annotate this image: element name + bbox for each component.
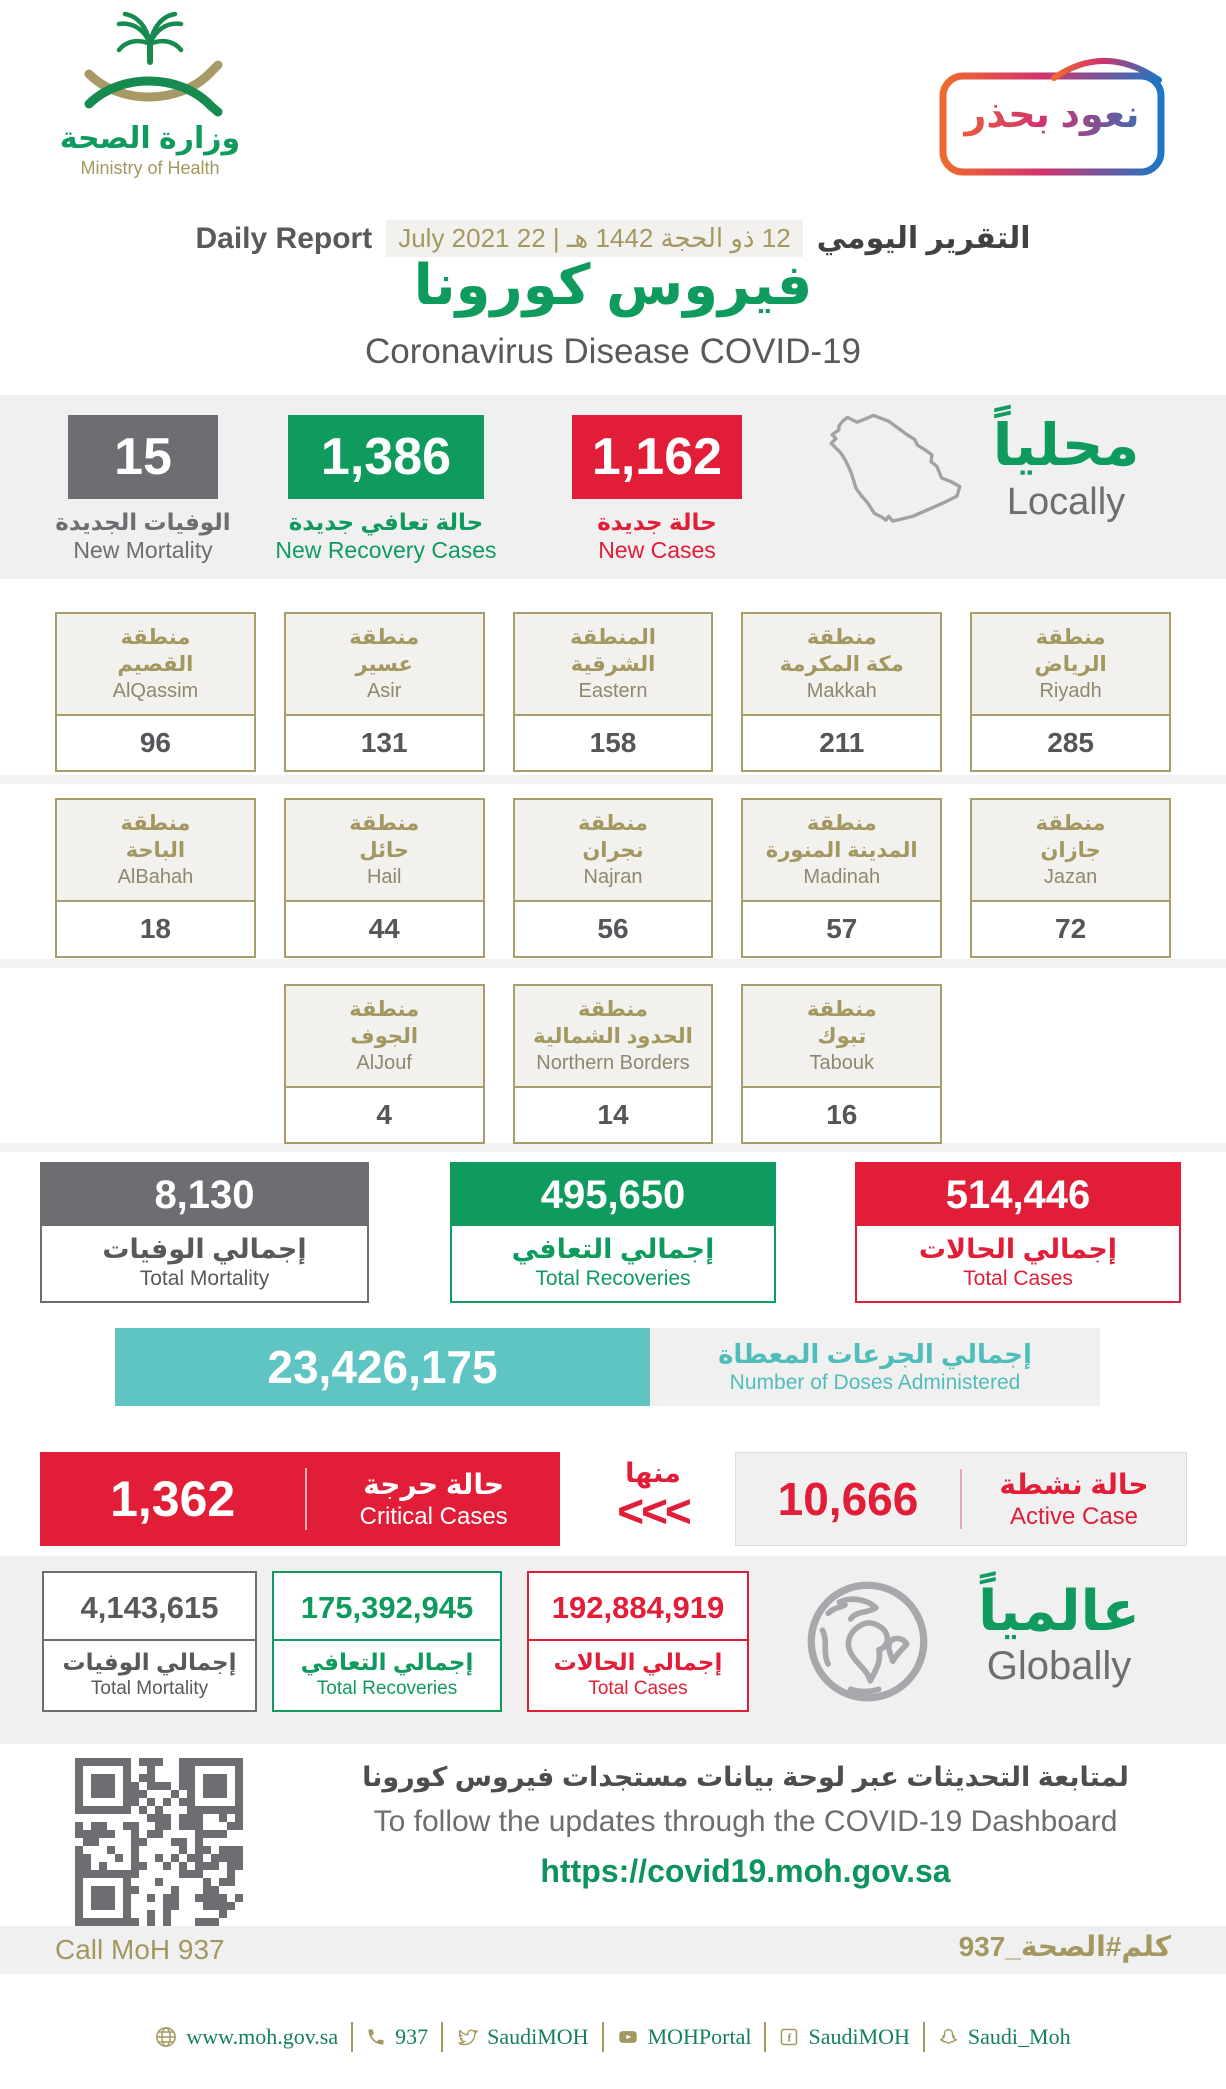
globally-section — [0, 1556, 1226, 1744]
region-name-ar — [747, 625, 936, 678]
total-recoveries-card — [450, 1162, 776, 1303]
footer-snapchat-label: Saudi_Moh — [967, 2024, 1071, 2049]
doses-label-ar: إجمالي الجرعات المعطاة — [718, 1339, 1032, 1369]
region-count: 56 — [597, 913, 629, 944]
region-name-ar-main: عسير — [355, 652, 413, 676]
total-cases-value: 514,446 — [857, 1164, 1179, 1226]
of-which-label-ar: منها — [625, 1458, 681, 1488]
region-name-ar-main: الباحة — [125, 838, 186, 862]
region-name-ar-prefix: منطقة — [349, 812, 420, 836]
new-mortality-label-en: New Mortality — [73, 537, 213, 563]
qr-code — [75, 1758, 243, 1926]
region-name-en: Makkah — [806, 679, 877, 702]
new-recoveries-value: 1,386 — [288, 415, 484, 499]
global-mortality-value: 4,143,615 — [44, 1573, 255, 1641]
region-name-ar — [519, 997, 708, 1050]
region-name-ar-main: جازان — [1040, 838, 1101, 862]
region-name-ar-main: الشرقية — [570, 652, 656, 676]
region-count: 72 — [1055, 913, 1087, 944]
global-mortality-labels — [44, 1641, 255, 1710]
footer-twitter-label: SaudiMOH — [487, 2024, 589, 2049]
new-cases-value: 1,162 — [572, 415, 742, 499]
page-title-english: Coronavirus Disease COVID-19 — [364, 332, 861, 371]
region-count: 14 — [597, 1099, 629, 1130]
region-card-hail — [284, 798, 485, 958]
region-card-header — [286, 614, 483, 716]
region-name-en: Northern Borders — [536, 1051, 690, 1074]
region-card-najran — [513, 798, 714, 958]
region-name-ar — [61, 811, 250, 864]
new-recoveries-label-en: New Recovery Cases — [275, 537, 497, 563]
footer-separator — [602, 2022, 604, 2052]
region-name-ar — [290, 997, 479, 1050]
footer-separator — [441, 2022, 443, 2052]
region-name-ar-prefix: منطقة — [578, 998, 648, 1022]
of-which-annotation — [588, 1458, 718, 1537]
region-name-ar — [290, 625, 479, 678]
youtube-icon — [617, 2027, 639, 2047]
daily-report-label-ar: التقرير اليومي — [816, 222, 1031, 255]
region-card-madinah — [741, 798, 942, 958]
region-name-ar-main: تبوك — [817, 1024, 867, 1048]
ministry-name-english: Ministry of Health — [80, 158, 220, 178]
region-name-ar-main: مكة المكرمة — [779, 652, 904, 676]
critical-cases-label-ar: حالة حرجة — [363, 1468, 505, 1500]
region-name-ar-main: نجران — [582, 838, 644, 862]
ministry-name-arabic: وزارة الصحة — [59, 122, 241, 155]
region-name-en: AlJouf — [356, 1051, 412, 1074]
svg-text:f: f — [787, 2031, 792, 2045]
region-name-ar-prefix: منطقة — [806, 812, 877, 836]
total-mortality-label-en: Total Mortality — [139, 1267, 270, 1290]
globe-wire-icon — [155, 2026, 177, 2048]
locally-heading-ar: محلياً — [992, 413, 1140, 478]
critical-cases-label-en: Critical Cases — [359, 1502, 508, 1530]
region-name-ar-main: الرياض — [1034, 652, 1107, 676]
region-name-en: Jazan — [1043, 865, 1098, 888]
region-name-en: Eastern — [578, 679, 648, 702]
global-cases-value: 192,884,919 — [529, 1573, 747, 1641]
moh-logo-emblem — [75, 8, 225, 120]
footer-phone-label: 937 — [395, 2024, 429, 2049]
region-card-riyadh — [970, 612, 1171, 772]
page-title-arabic: فيروس كورونا — [413, 253, 813, 316]
total-recoveries-value: 495,650 — [452, 1164, 774, 1226]
locally-section — [0, 395, 1226, 579]
critical-cases-value: 1,362 — [110, 1471, 236, 1527]
active-cases-value: 10,666 — [777, 1473, 919, 1525]
region-name-ar-prefix: منطقة — [806, 626, 877, 650]
region-name-ar-main: القصيم — [117, 652, 194, 676]
global-mortality-card — [42, 1571, 257, 1712]
footer-phone[interactable] — [366, 2024, 428, 2050]
region-name-ar — [290, 811, 479, 864]
region-name-ar — [747, 997, 936, 1050]
region-name-ar-prefix: منطقة — [1035, 812, 1106, 836]
global-recoveries-labels — [274, 1641, 500, 1710]
global-cases-label-en: Total Cases — [588, 1678, 688, 1699]
footer-youtube-label: MOHPortal — [647, 2024, 752, 2049]
global-recoveries-card — [272, 1571, 502, 1712]
region-card-header — [972, 614, 1169, 716]
global-recoveries-value: 175,392,945 — [274, 1573, 500, 1641]
region-count: 211 — [819, 727, 865, 758]
new-mortality-value: 15 — [68, 415, 218, 499]
footer-facebook-label: SaudiMOH — [808, 2024, 910, 2049]
total-recoveries-label-ar: إجمالي التعافي — [511, 1234, 715, 1264]
region-card-northern-borders — [513, 984, 714, 1144]
total-cases-label-ar: إجمالي الحالات — [918, 1234, 1118, 1264]
region-card-makkah — [741, 612, 942, 772]
region-card-jazan — [970, 798, 1171, 958]
region-card-header — [57, 614, 254, 716]
region-name-ar-main: المدينة المنورة — [765, 838, 918, 862]
region-card-header — [515, 986, 712, 1088]
footer-website-label: www.moh.gov.sa — [186, 2024, 339, 2049]
region-name-en: Najran — [583, 865, 643, 888]
region-count: 158 — [589, 727, 637, 758]
snapchat-icon — [938, 2027, 959, 2048]
region-name-ar-prefix: المنطقة — [569, 626, 657, 650]
region-name-en: AlBahah — [117, 865, 194, 888]
hotline-label-en: Call MoH 937 — [55, 1934, 225, 1965]
global-mortality-label-ar: إجمالي الوفيات — [62, 1649, 237, 1675]
region-card-header — [743, 986, 940, 1088]
twitter-icon — [456, 2026, 478, 2048]
region-card-asir — [284, 612, 485, 772]
dashboard-info — [290, 1762, 1201, 1890]
region-card-header — [286, 986, 483, 1088]
global-recoveries-label-en: Total Recoveries — [316, 1678, 458, 1699]
total-cases-card — [855, 1162, 1181, 1303]
region-count: 18 — [139, 913, 171, 944]
locally-heading — [946, 411, 1186, 524]
region-count: 96 — [139, 727, 171, 758]
total-mortality-label-ar: إجمالي الوفيات — [102, 1234, 307, 1264]
globally-heading — [934, 1578, 1184, 1689]
global-cases-labels — [529, 1641, 747, 1710]
footer-youtube[interactable] — [617, 2024, 752, 2050]
footer-separator — [764, 2022, 766, 2052]
new-cases-label-en: New Cases — [598, 537, 716, 563]
region-name-en: Tabouk — [809, 1051, 875, 1074]
dashboard-line-ar: لمتابعة التحديثات عبر لوحة بيانات مستجدات فيروس كورونا — [362, 1762, 1129, 1792]
region-name-ar-prefix: منطقة — [349, 626, 420, 650]
region-name-ar-prefix: منطقة — [120, 812, 191, 836]
moh-logo — [48, 8, 252, 179]
region-count: 131 — [360, 727, 408, 758]
region-count: 44 — [368, 913, 400, 944]
return-with-caution-badge — [936, 52, 1168, 180]
globally-heading-en: Globally — [986, 1644, 1132, 1688]
region-count: 16 — [826, 1099, 858, 1130]
region-name-ar-prefix: منطقة — [1035, 626, 1106, 650]
row-separator — [0, 1143, 1226, 1152]
region-name-ar-prefix: منطقة — [120, 626, 191, 650]
critical-cases-labels — [307, 1468, 560, 1531]
locally-heading-en: Locally — [1006, 481, 1126, 523]
total-mortality-card — [40, 1162, 369, 1303]
region-name-ar-main: الجوف — [350, 1024, 419, 1048]
global-mortality-label-en: Total Mortality — [90, 1678, 209, 1699]
doses-labels — [650, 1328, 1100, 1406]
footer-twitter[interactable] — [456, 2024, 588, 2050]
doses-value: 23,426,175 — [115, 1328, 650, 1406]
region-card-header — [515, 800, 712, 902]
region-name-ar-main: حائل — [359, 838, 410, 862]
phone-icon — [366, 2027, 386, 2047]
dashboard-line-en: To follow the updates through the COVID-19 Dashboard — [373, 1805, 1118, 1838]
region-name-ar — [976, 625, 1165, 678]
doses-label-en: Number of Doses Administered — [729, 1371, 1021, 1394]
report-date: 12 ذو الحجة 1442 هـ | 22 July 2021 — [386, 220, 802, 257]
facebook-icon — [779, 2027, 799, 2047]
region-card-tabouk — [741, 984, 942, 1144]
new-mortality-label-ar: الوفيات الجديدة — [55, 509, 231, 535]
footer-separator — [923, 2022, 925, 2052]
region-card-alqassim — [55, 612, 256, 772]
daily-report-label-en: Daily Report — [195, 221, 373, 255]
region-card-albahah — [55, 798, 256, 958]
new-recoveries-stat — [260, 415, 512, 564]
global-cases-label-ar: إجمالي الحالات — [553, 1649, 723, 1675]
region-count: 4 — [376, 1099, 392, 1130]
footer-snapchat[interactable] — [938, 2024, 1071, 2050]
region-name-ar — [519, 811, 708, 864]
global-recoveries-label-ar: إجمالي التعافي — [300, 1649, 474, 1675]
critical-cases-box — [40, 1452, 560, 1546]
region-name-en: Madinah — [803, 865, 881, 888]
region-card-header — [57, 800, 254, 902]
region-card-aljouf — [284, 984, 485, 1144]
footer-contacts — [0, 2022, 1226, 2052]
new-recoveries-label-ar: حالة تعافي جديدة — [288, 509, 484, 535]
region-name-ar — [519, 625, 708, 678]
region-name-ar-main: الحدود الشمالية — [533, 1024, 693, 1048]
total-recoveries-label-en: Total Recoveries — [535, 1267, 691, 1290]
badge-text: نعود بحذر — [936, 92, 1168, 137]
region-card-header — [515, 614, 712, 716]
new-mortality-stat — [18, 415, 268, 564]
hotline-label-ar: كلم#الصحة_937 — [958, 1931, 1171, 1962]
global-cases-card — [527, 1571, 749, 1712]
region-name-ar-prefix: منطقة — [349, 998, 420, 1022]
doses-administered-bar — [115, 1328, 1100, 1406]
region-count: 285 — [1047, 727, 1094, 758]
region-name-en: Riyadh — [1039, 679, 1102, 702]
footer-facebook[interactable] — [779, 2024, 909, 2050]
region-card-header — [972, 800, 1169, 902]
region-card-eastern — [513, 612, 714, 772]
region-name-ar — [747, 811, 936, 864]
region-card-header — [743, 614, 940, 716]
total-mortality-value: 8,130 — [42, 1164, 367, 1226]
new-cases-label-ar: حالة جديدة — [597, 509, 717, 535]
region-card-header — [286, 800, 483, 902]
region-name-ar-prefix: منطقة — [806, 998, 877, 1022]
chevrons-left-icon: <<< — [617, 1485, 689, 1537]
footer-website[interactable] — [155, 2024, 338, 2050]
globally-heading-ar: عالمياً — [978, 1579, 1140, 1642]
dashboard-url-link[interactable]: https://covid19.moh.gov.sa — [540, 1853, 951, 1889]
active-cases-label-ar: حالة نشطة — [999, 1468, 1149, 1500]
total-cases-label-en: Total Cases — [963, 1267, 1073, 1290]
active-cases-label-en: Active Case — [1009, 1502, 1139, 1530]
active-cases-labels — [962, 1468, 1186, 1531]
region-name-en: Asir — [366, 679, 402, 702]
region-count: 57 — [826, 913, 858, 944]
region-name-en: AlQassim — [112, 679, 199, 702]
new-cases-stat — [532, 415, 782, 564]
region-name-ar-prefix: منطقة — [578, 812, 648, 836]
region-card-header — [743, 800, 940, 902]
region-name-ar — [61, 625, 250, 678]
regions-grid — [55, 612, 1171, 1144]
active-cases-box — [735, 1452, 1187, 1546]
footer-separator — [351, 2022, 353, 2052]
globe-icon — [800, 1574, 935, 1709]
region-name-en: Hail — [366, 865, 402, 888]
region-name-ar — [976, 811, 1165, 864]
